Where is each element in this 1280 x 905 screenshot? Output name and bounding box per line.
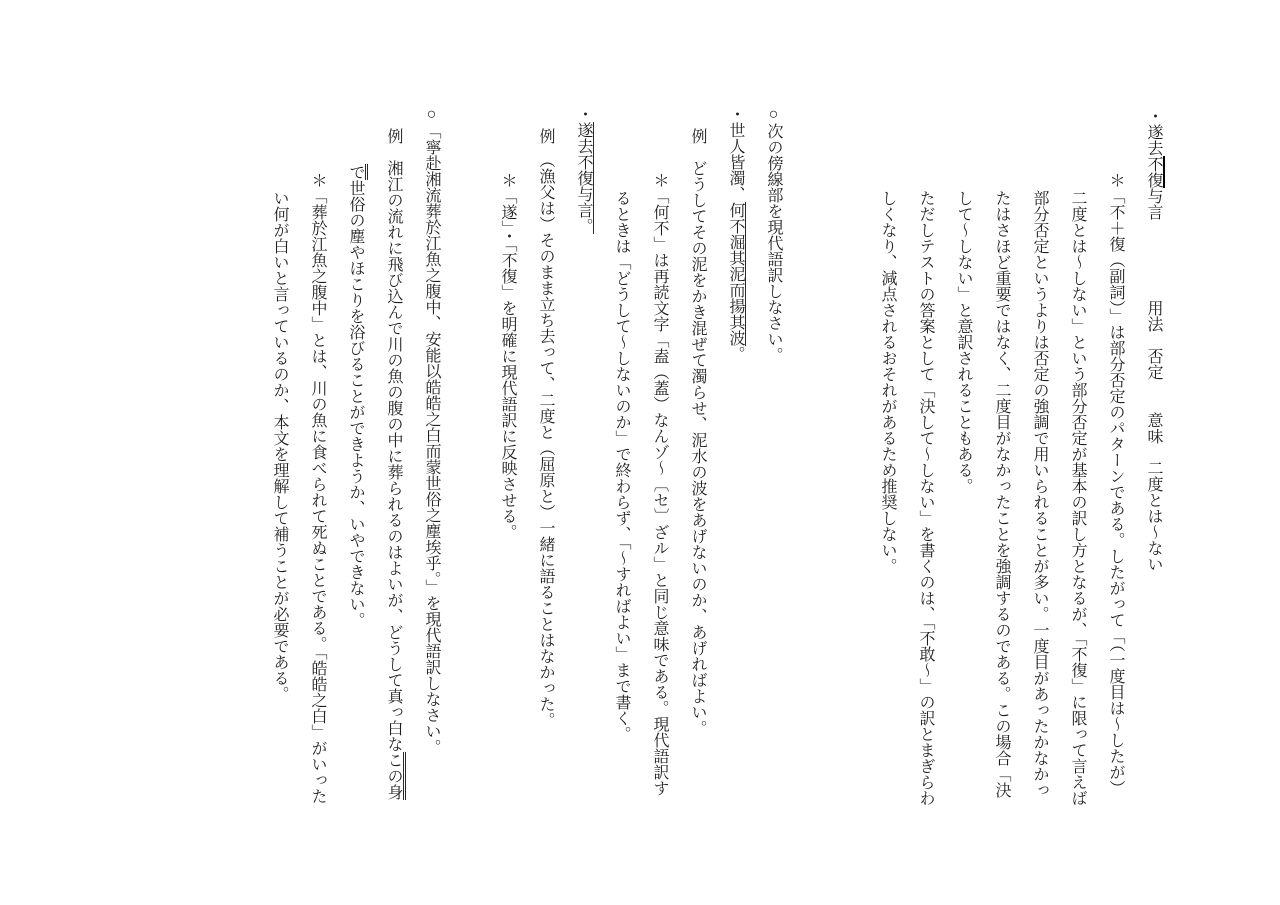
task1-sentence-1	[727, 106, 743, 362]
task1-note-2-text: ＊「遂」・「不復」を明確に現代語訳に反映させる。	[499, 172, 516, 540]
underlined-passage-2: 遂去不復与言。	[575, 122, 592, 234]
task2-note-line-2	[271, 190, 287, 702]
title-line	[1145, 108, 1161, 572]
fufuku-explanation-line-5	[955, 190, 971, 494]
task1-heading	[765, 106, 781, 363]
task1-note-1-line-2-text: るときは「どうして〜しないのか」で終わらず、「〜すればよい」まで書く。	[613, 190, 630, 742]
task1-note-1-line-1	[651, 172, 667, 796]
fufuku-caution-line-1	[917, 190, 933, 806]
fufuku-explanation-line-2-text: 二度とは〜しない」という部分否定が基本の訳し方となるが、「不復」に限って言えば	[1069, 190, 1086, 806]
task1-answer-1	[689, 128, 705, 736]
fufuku-caution-line-1-text: ただしテストの答案として「決して〜しない」を書くのは、「不敢〜」の訳とまぎらわ	[917, 190, 934, 806]
task2-answer-line-2	[347, 164, 363, 628]
double-underlined-phrase-end: で	[347, 164, 368, 180]
title-line-text: 与言 用法 否定 意味 二度とは〜ない	[1145, 188, 1162, 572]
task1-sentence-2-text: ・	[575, 106, 592, 122]
task2-answer-line-1	[385, 128, 401, 800]
fufuku-explanation-line-3-text: 部分否定というよりは否定の強調で用いられることが多い。一度目があったかなかっ	[1031, 190, 1048, 798]
task1-sentence-1-text: ・世人皆濁、	[727, 106, 744, 202]
fufuku-explanation-line-2	[1069, 190, 1085, 806]
fufuku-explanation-line-1-text: ＊「不＋復（副詞）」は部分否定のパターンである。したがって「（一度目は〜したが）	[1107, 172, 1124, 796]
task2-note-line-1	[309, 172, 325, 804]
fufuku-explanation-line-4	[993, 190, 1009, 798]
task1-sentence-2	[575, 106, 591, 234]
fufuku-explanation-line-1	[1107, 172, 1123, 796]
task1-heading-text: ○次の傍線部を現代語訳しなさい。	[765, 106, 782, 363]
task2-heading-text: ○「寧赴湘流葬於江魚之腹中、安能以皓皓之白而蒙世俗之塵埃乎。」を現代語訳しなさい。	[423, 106, 440, 755]
task2-note-line-1-text: ＊「葬於江魚之腹中」とは、川の魚に食べられて死ぬことである。「皓皓之白」がいった	[309, 172, 326, 804]
fufuku-caution-line-2-text: しくなり、減点されるおそれがあるため推奨しない。	[879, 190, 896, 574]
double-underlined-phrase-start: この身	[385, 752, 406, 800]
task2-answer-line-1-text: 例 湘江の流れに飛び込んで川の魚の腹の中に葬られるのはよいが、どうして真っ白な	[385, 128, 402, 752]
task1-note-1-line-1-text: ＊「何不」は再読文字「盍（蓋）なんゾ〜〔セ〕ざル」と同じ意味である。現代語訳す	[651, 172, 668, 796]
task1-note-1-line-2	[613, 190, 629, 742]
task1-sentence-1-text: 。	[727, 346, 744, 362]
title-line-text: ・遂去	[1145, 108, 1162, 156]
task2-note-line-2-text: い何が白いと言っているのか、本文を理解して補うことが必要である。	[271, 190, 288, 702]
task2-heading	[423, 106, 439, 755]
task1-note-2	[499, 172, 515, 540]
fufuku-explanation-line-4-text: たはさほど重要ではなく、二度目がなかったことを強調するのである。この場合「決	[993, 190, 1010, 798]
fufuku-explanation-line-5-text: して〜しない」と意訳されることもある。	[955, 190, 972, 494]
task1-answer-2-text: 例 （漁父は）そのまま立ち去って、二度と（屈原と）一緒に語ることはなかった。	[537, 128, 554, 728]
title-key-phrase-fufuku: 不復	[1145, 156, 1165, 188]
task1-answer-1-text: 例 どうしてその泥をかき混ぜて濁らせ、泥水の波をあげないのか、あげればよい。	[689, 128, 706, 736]
task2-answer-line-2-text: 世俗の塵やほこりを浴びることができようか、いやできない。	[347, 180, 364, 628]
underlined-passage-1: 何不淈其泥而揚其波	[727, 202, 744, 346]
fufuku-caution-line-2	[879, 190, 895, 574]
task1-answer-2	[537, 128, 553, 728]
fufuku-explanation-line-3	[1031, 190, 1047, 798]
